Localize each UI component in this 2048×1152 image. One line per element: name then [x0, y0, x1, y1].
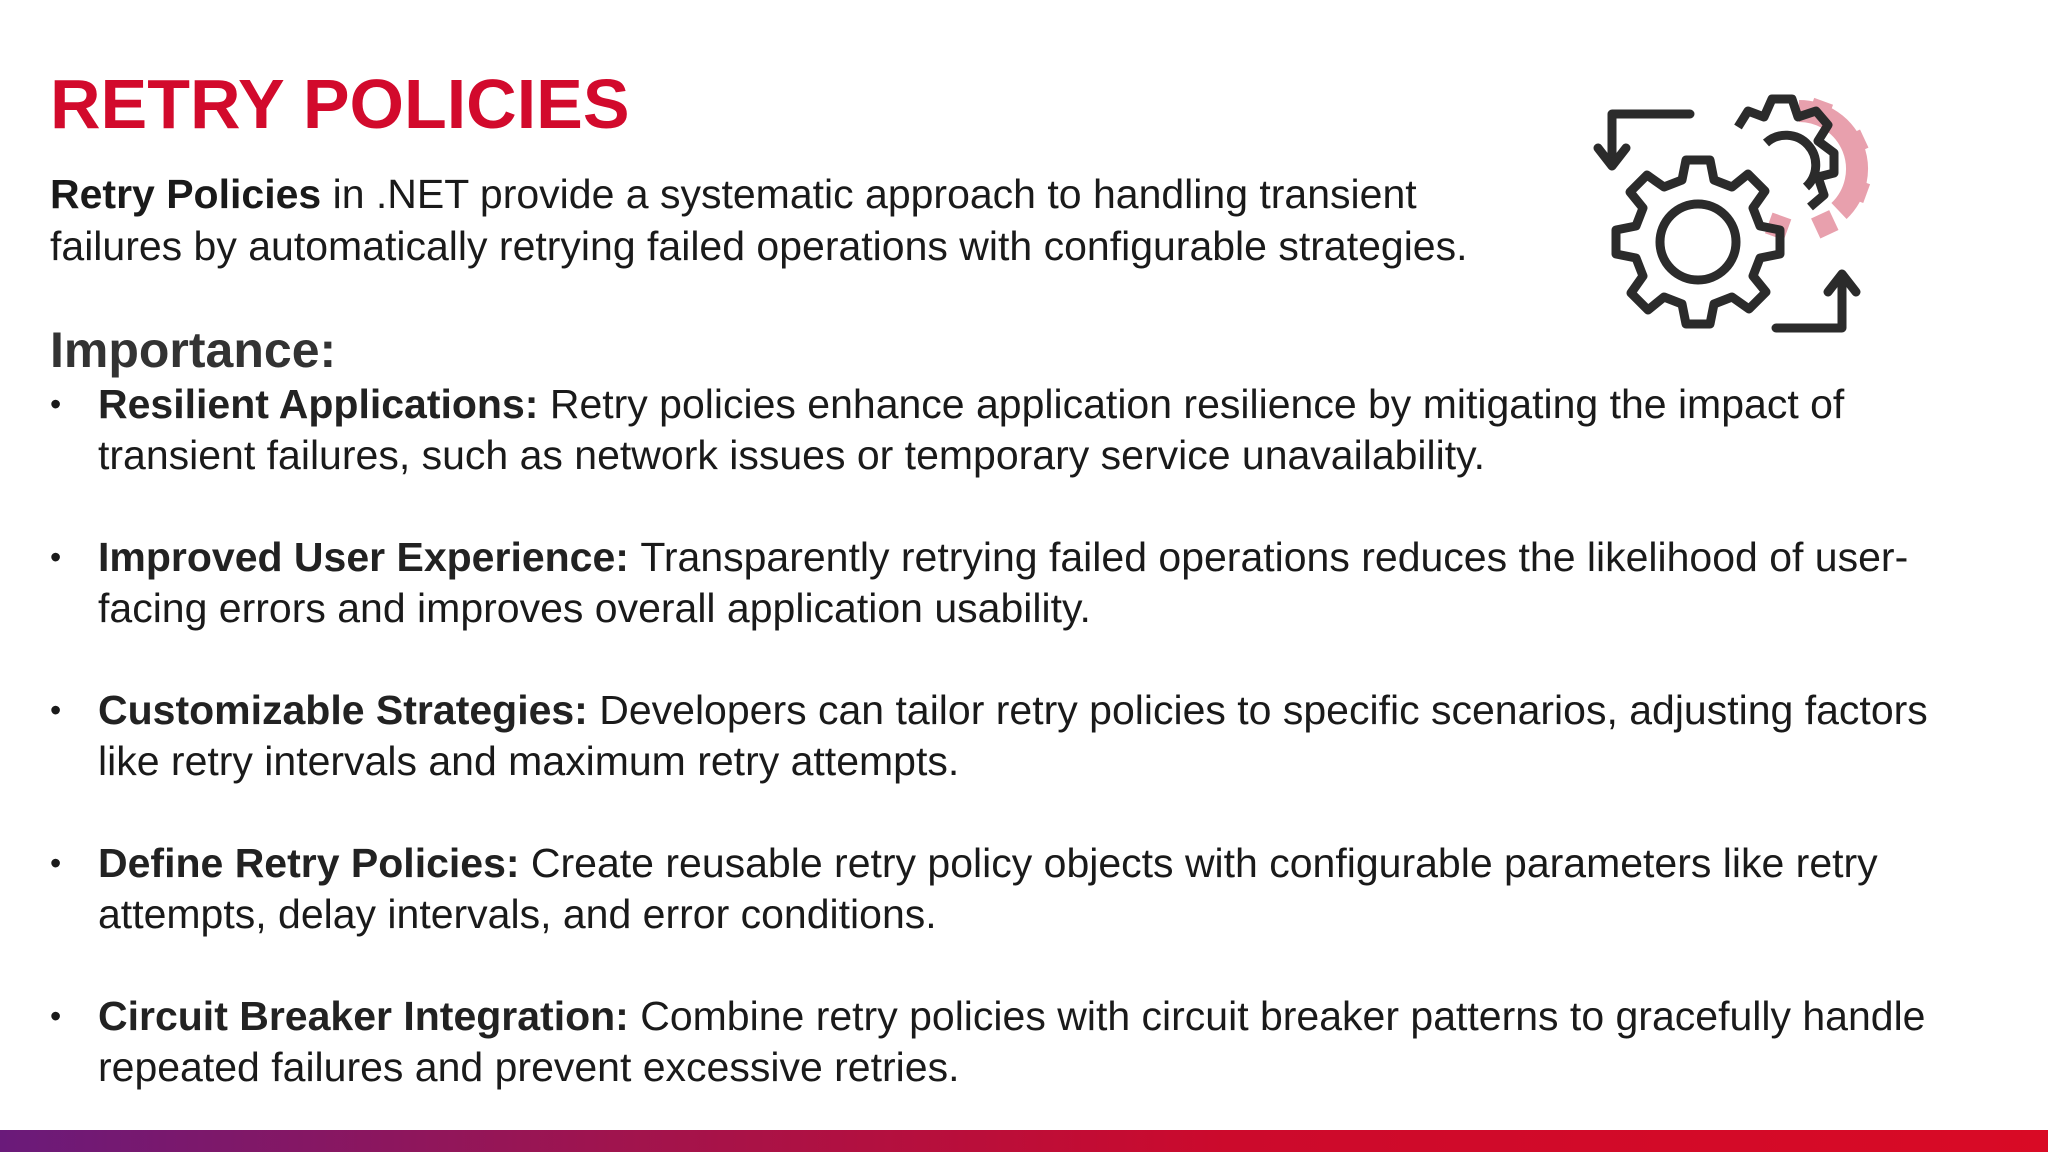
bullet-text: Retry policies enhance application resilience by mitigating the impact of transient failures, such as network issues or temporary service unavailability. [98, 381, 1845, 478]
importance-heading: Importance: [50, 322, 337, 378]
intro-paragraph [50, 168, 1550, 272]
cycle-arrow-right-icon [1776, 274, 1856, 328]
list-item [50, 379, 2000, 481]
large-gear-icon [1616, 160, 1780, 324]
bullet-point: • [50, 539, 62, 575]
bullet-point: • [50, 845, 62, 881]
importance-list [50, 379, 2000, 1144]
bullet-term: Resilient Applications: [98, 381, 539, 427]
bullet-term: Circuit Breaker Integration: [98, 993, 629, 1039]
list-item [50, 838, 2000, 940]
intro-term: Retry Policies [50, 171, 322, 217]
bullet-point: • [50, 998, 62, 1034]
bullet-term: Define Retry Policies: [98, 840, 520, 886]
bullet-term: Customizable Strategies: [98, 687, 588, 733]
bullet-text: Combine retry policies with circuit breaker patterns to gracefully handle repeated failures and prevent excessive retries. [98, 993, 1926, 1090]
cycle-arrow-left-icon [1598, 114, 1690, 166]
bullet-point: • [50, 692, 62, 728]
list-item [50, 991, 2000, 1093]
footer-gradient-bar [0, 1130, 2048, 1152]
small-gear-icon [1738, 99, 1834, 207]
bullet-term: Improved User Experience: [98, 534, 641, 580]
slide-title: RETRY POLICIES [50, 65, 630, 143]
intro-text: in .NET provide a systematic approach to handling transient failures by automatically retrying failed operations with configurable strategies. [50, 171, 1468, 269]
bullet-text: Create reusable retry policy objects with configurable parameters like retry attempts, delay intervals, and error conditions. [98, 840, 1878, 937]
bullet-point: • [50, 386, 62, 422]
bullet-text: Transparently retrying failed operations reduces the likelihood of user-facing errors and improves overall application usability. [98, 534, 1909, 631]
bullet-text: Developers can tailor retry policies to specific scenarios, adjusting factors like retry intervals and maximum retry attempts. [98, 687, 1928, 784]
list-item [50, 685, 2000, 787]
list-item [50, 532, 2000, 634]
gears-cycle-icon [1592, 64, 1896, 360]
